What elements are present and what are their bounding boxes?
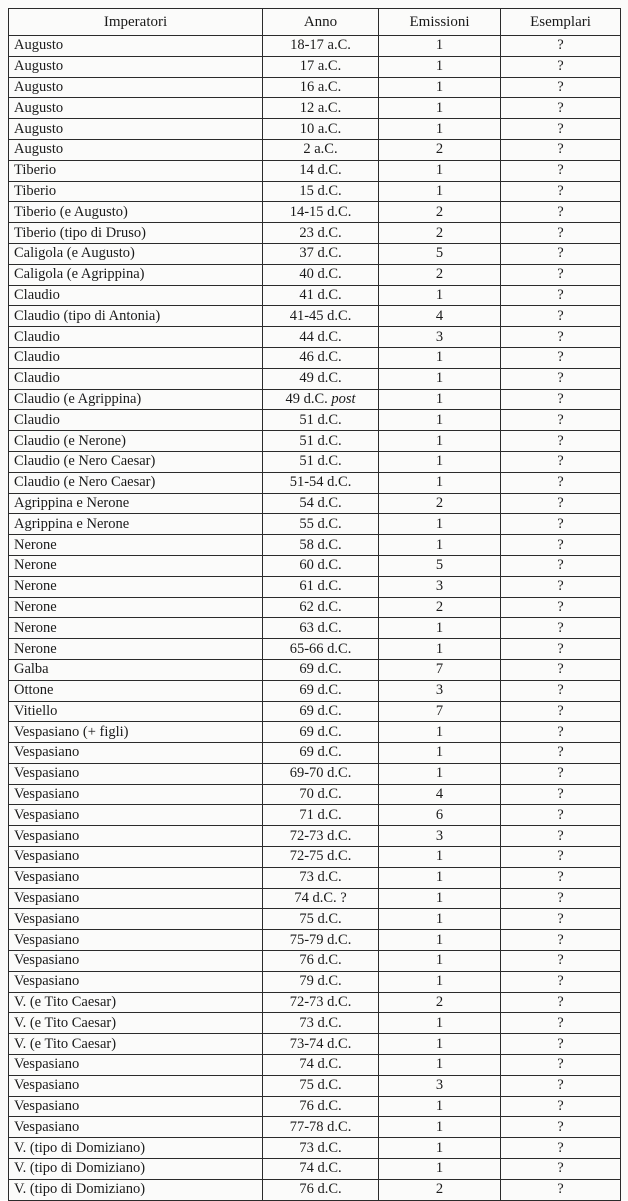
- table-row: [9, 597, 621, 618]
- cell-emissioni: 1: [379, 368, 501, 389]
- cell-esemplari: ?: [501, 680, 621, 701]
- table-row: [9, 160, 621, 181]
- cell-esemplari: ?: [501, 368, 621, 389]
- cell-esemplari: ?: [501, 992, 621, 1013]
- table-row: [9, 514, 621, 535]
- cell-esemplari: ?: [501, 784, 621, 805]
- cell-anno: 69 d.C.: [263, 701, 379, 722]
- table-row: [9, 368, 621, 389]
- cell-imperatore: Tiberio: [9, 181, 263, 202]
- cell-imperatore: Ottone: [9, 680, 263, 701]
- cell-imperatore: Vespasiano: [9, 826, 263, 847]
- cell-emissioni: 1: [379, 431, 501, 452]
- cell-esemplari: ?: [501, 597, 621, 618]
- cell-esemplari: ?: [501, 888, 621, 909]
- cell-esemplari: ?: [501, 1034, 621, 1055]
- cell-anno: 76 d.C.: [263, 1179, 379, 1200]
- cell-imperatore: Vespasiano (+ figli): [9, 722, 263, 743]
- cell-esemplari: ?: [501, 535, 621, 556]
- cell-imperatore: Vespasiano: [9, 867, 263, 888]
- cell-anno: 69 d.C.: [263, 680, 379, 701]
- cell-anno: 14 d.C.: [263, 160, 379, 181]
- cell-esemplari: ?: [501, 451, 621, 472]
- cell-imperatore: Claudio: [9, 347, 263, 368]
- cell-esemplari: ?: [501, 971, 621, 992]
- cell-imperatore: V. (tipo di Domiziano): [9, 1159, 263, 1180]
- cell-anno: 69-70 d.C.: [263, 763, 379, 784]
- cell-anno: 55 d.C.: [263, 514, 379, 535]
- cell-emissioni: 1: [379, 867, 501, 888]
- cell-anno: 23 d.C.: [263, 223, 379, 244]
- cell-anno: 73-74 d.C.: [263, 1034, 379, 1055]
- cell-anno: 74 d.C.: [263, 1055, 379, 1076]
- table-row: [9, 119, 621, 140]
- table-row: [9, 264, 621, 285]
- cell-esemplari: ?: [501, 1159, 621, 1180]
- cell-emissioni: 1: [379, 951, 501, 972]
- cell-emissioni: 2: [379, 139, 501, 160]
- cell-emissioni: 1: [379, 1034, 501, 1055]
- cell-anno: 40 d.C.: [263, 264, 379, 285]
- cell-esemplari: ?: [501, 327, 621, 348]
- cell-imperatore: V. (e Tito Caesar): [9, 992, 263, 1013]
- cell-anno: 41-45 d.C.: [263, 306, 379, 327]
- table-row: [9, 763, 621, 784]
- cell-emissioni: 1: [379, 1159, 501, 1180]
- table-row: [9, 202, 621, 223]
- cell-emissioni: 1: [379, 847, 501, 868]
- cell-esemplari: ?: [501, 514, 621, 535]
- table-row: [9, 722, 621, 743]
- cell-anno: 74 d.C.: [263, 1159, 379, 1180]
- cell-emissioni: 1: [379, 347, 501, 368]
- cell-imperatore: Vespasiano: [9, 888, 263, 909]
- cell-esemplari: ?: [501, 1117, 621, 1138]
- cell-anno: 69 d.C.: [263, 743, 379, 764]
- cell-esemplari: ?: [501, 826, 621, 847]
- cell-anno: 73 d.C.: [263, 867, 379, 888]
- cell-imperatore: Claudio (e Nero Caesar): [9, 451, 263, 472]
- table-row: [9, 1096, 621, 1117]
- cell-anno: 71 d.C.: [263, 805, 379, 826]
- cell-esemplari: ?: [501, 1013, 621, 1034]
- header-emissioni: Emissioni: [379, 9, 501, 36]
- header-imperatori: Imperatori: [9, 9, 263, 36]
- cell-esemplari: ?: [501, 639, 621, 660]
- table-row: [9, 472, 621, 493]
- cell-emissioni: 5: [379, 243, 501, 264]
- cell-imperatore: Vespasiano: [9, 743, 263, 764]
- cell-anno: 51 d.C.: [263, 410, 379, 431]
- table-row: [9, 680, 621, 701]
- table-row: [9, 701, 621, 722]
- cell-esemplari: ?: [501, 1096, 621, 1117]
- cell-anno: 61 d.C.: [263, 576, 379, 597]
- cell-esemplari: ?: [501, 1138, 621, 1159]
- cell-esemplari: ?: [501, 867, 621, 888]
- cell-emissioni: 2: [379, 264, 501, 285]
- cell-emissioni: 4: [379, 784, 501, 805]
- cell-anno: 75 d.C.: [263, 909, 379, 930]
- cell-emissioni: 1: [379, 77, 501, 98]
- table-row: [9, 659, 621, 680]
- cell-anno: 54 d.C.: [263, 493, 379, 514]
- cell-imperatore: Caligola (e Agrippina): [9, 264, 263, 285]
- cell-esemplari: ?: [501, 98, 621, 119]
- cell-imperatore: Claudio (e Agrippina): [9, 389, 263, 410]
- cell-emissioni: 2: [379, 597, 501, 618]
- cell-emissioni: 1: [379, 285, 501, 306]
- cell-esemplari: ?: [501, 1179, 621, 1200]
- cell-anno: 17 a.C.: [263, 56, 379, 77]
- cell-imperatore: V. (tipo di Domiziano): [9, 1179, 263, 1200]
- cell-anno: 2 a.C.: [263, 139, 379, 160]
- cell-emissioni: 7: [379, 659, 501, 680]
- table-row: [9, 285, 621, 306]
- cell-imperatore: Vespasiano: [9, 805, 263, 826]
- post-italic: post: [331, 390, 356, 407]
- cell-esemplari: ?: [501, 223, 621, 244]
- cell-emissioni: 7: [379, 701, 501, 722]
- cell-emissioni: 1: [379, 888, 501, 909]
- cell-esemplari: ?: [501, 285, 621, 306]
- cell-imperatore: Claudio: [9, 368, 263, 389]
- cell-emissioni: 1: [379, 1096, 501, 1117]
- cell-anno: 15 d.C.: [263, 181, 379, 202]
- table-row: [9, 1075, 621, 1096]
- cell-anno: 44 d.C.: [263, 327, 379, 348]
- header-anno: Anno: [263, 9, 379, 36]
- cell-imperatore: Nerone: [9, 618, 263, 639]
- cell-imperatore: Claudio (e Nerone): [9, 431, 263, 452]
- cell-imperatore: V. (e Tito Caesar): [9, 1034, 263, 1055]
- cell-esemplari: ?: [501, 909, 621, 930]
- cell-imperatore: Augusto: [9, 77, 263, 98]
- cell-anno: 16 a.C.: [263, 77, 379, 98]
- table-row: [9, 56, 621, 77]
- cell-emissioni: 2: [379, 1179, 501, 1200]
- cell-emissioni: 3: [379, 1075, 501, 1096]
- cell-emissioni: 1: [379, 722, 501, 743]
- cell-esemplari: ?: [501, 264, 621, 285]
- cell-esemplari: ?: [501, 701, 621, 722]
- cell-esemplari: ?: [501, 389, 621, 410]
- cell-emissioni: 3: [379, 826, 501, 847]
- table-row: [9, 618, 621, 639]
- cell-anno: 73 d.C.: [263, 1138, 379, 1159]
- cell-anno: 12 a.C.: [263, 98, 379, 119]
- header-esemplari: Esemplari: [501, 9, 621, 36]
- table-header: [9, 9, 621, 36]
- cell-anno: 49 d.C. post: [263, 389, 379, 410]
- cell-esemplari: ?: [501, 56, 621, 77]
- cell-esemplari: ?: [501, 555, 621, 576]
- emissions-table: [8, 8, 621, 1201]
- table-row: [9, 1055, 621, 1076]
- cell-imperatore: V. (e Tito Caesar): [9, 1013, 263, 1034]
- cell-anno: 74 d.C. ?: [263, 888, 379, 909]
- cell-imperatore: Galba: [9, 659, 263, 680]
- cell-anno: 65-66 d.C.: [263, 639, 379, 660]
- cell-emissioni: 1: [379, 451, 501, 472]
- cell-anno: 51 d.C.: [263, 431, 379, 452]
- cell-emissioni: 3: [379, 327, 501, 348]
- cell-anno: 69 d.C.: [263, 722, 379, 743]
- cell-imperatore: Nerone: [9, 639, 263, 660]
- cell-anno: 37 d.C.: [263, 243, 379, 264]
- cell-esemplari: ?: [501, 722, 621, 743]
- cell-emissioni: 1: [379, 389, 501, 410]
- cell-esemplari: ?: [501, 36, 621, 57]
- table-row: [9, 576, 621, 597]
- table-row: [9, 909, 621, 930]
- cell-imperatore: Tiberio: [9, 160, 263, 181]
- cell-imperatore: Vespasiano: [9, 951, 263, 972]
- cell-anno: 72-73 d.C.: [263, 826, 379, 847]
- table-row: [9, 98, 621, 119]
- cell-esemplari: ?: [501, 951, 621, 972]
- cell-esemplari: ?: [501, 1055, 621, 1076]
- cell-imperatore: Vespasiano: [9, 909, 263, 930]
- table-row: [9, 493, 621, 514]
- cell-esemplari: ?: [501, 160, 621, 181]
- cell-imperatore: Claudio: [9, 285, 263, 306]
- table-row: [9, 1034, 621, 1055]
- cell-imperatore: Augusto: [9, 98, 263, 119]
- cell-emissioni: 1: [379, 56, 501, 77]
- cell-anno: 69 d.C.: [263, 659, 379, 680]
- cell-emissioni: 1: [379, 743, 501, 764]
- cell-emissioni: 1: [379, 1117, 501, 1138]
- table-row: [9, 867, 621, 888]
- cell-imperatore: Vespasiano: [9, 1096, 263, 1117]
- cell-imperatore: Claudio: [9, 410, 263, 431]
- table-row: [9, 805, 621, 826]
- cell-esemplari: ?: [501, 576, 621, 597]
- table-row: [9, 181, 621, 202]
- table-row: [9, 243, 621, 264]
- cell-imperatore: Caligola (e Augusto): [9, 243, 263, 264]
- cell-esemplari: ?: [501, 472, 621, 493]
- table-row: [9, 410, 621, 431]
- cell-imperatore: Claudio: [9, 327, 263, 348]
- table-row: [9, 347, 621, 368]
- cell-anno: 75-79 d.C.: [263, 930, 379, 951]
- table-row: [9, 888, 621, 909]
- cell-imperatore: Vespasiano: [9, 1055, 263, 1076]
- cell-esemplari: ?: [501, 847, 621, 868]
- cell-emissioni: 1: [379, 971, 501, 992]
- cell-imperatore: Augusto: [9, 119, 263, 140]
- table-row: [9, 389, 621, 410]
- cell-esemplari: ?: [501, 347, 621, 368]
- cell-imperatore: Vespasiano: [9, 1075, 263, 1096]
- cell-anno: 73 d.C.: [263, 1013, 379, 1034]
- table-row: [9, 847, 621, 868]
- cell-anno: 75 d.C.: [263, 1075, 379, 1096]
- cell-anno: 10 a.C.: [263, 119, 379, 140]
- table-row: [9, 1013, 621, 1034]
- cell-anno: 46 d.C.: [263, 347, 379, 368]
- cell-emissioni: 1: [379, 98, 501, 119]
- table-row: [9, 223, 621, 244]
- table-row: [9, 826, 621, 847]
- cell-emissioni: 1: [379, 160, 501, 181]
- cell-anno: 18-17 a.C.: [263, 36, 379, 57]
- cell-emissioni: 2: [379, 992, 501, 1013]
- cell-emissioni: 1: [379, 1138, 501, 1159]
- cell-imperatore: Augusto: [9, 36, 263, 57]
- cell-emissioni: 1: [379, 514, 501, 535]
- cell-esemplari: ?: [501, 410, 621, 431]
- table-row: [9, 139, 621, 160]
- cell-emissioni: 1: [379, 1055, 501, 1076]
- cell-esemplari: ?: [501, 618, 621, 639]
- cell-imperatore: Tiberio (e Augusto): [9, 202, 263, 223]
- cell-imperatore: Nerone: [9, 576, 263, 597]
- cell-anno: 72-73 d.C.: [263, 992, 379, 1013]
- cell-anno: 60 d.C.: [263, 555, 379, 576]
- cell-imperatore: Vespasiano: [9, 847, 263, 868]
- cell-emissioni: 6: [379, 805, 501, 826]
- cell-emissioni: 2: [379, 202, 501, 223]
- cell-anno: 14-15 d.C.: [263, 202, 379, 223]
- cell-anno: 49 d.C.: [263, 368, 379, 389]
- cell-anno: 41 d.C.: [263, 285, 379, 306]
- cell-emissioni: 1: [379, 36, 501, 57]
- table-row: [9, 451, 621, 472]
- cell-imperatore: Nerone: [9, 535, 263, 556]
- cell-emissioni: 1: [379, 535, 501, 556]
- table-row: [9, 306, 621, 327]
- cell-esemplari: ?: [501, 181, 621, 202]
- cell-imperatore: Nerone: [9, 555, 263, 576]
- cell-anno: 79 d.C.: [263, 971, 379, 992]
- cell-imperatore: Vitiello: [9, 701, 263, 722]
- cell-esemplari: ?: [501, 139, 621, 160]
- cell-emissioni: 1: [379, 119, 501, 140]
- cell-esemplari: ?: [501, 306, 621, 327]
- cell-anno: 58 d.C.: [263, 535, 379, 556]
- cell-imperatore: Claudio (tipo di Antonia): [9, 306, 263, 327]
- cell-anno: 63 d.C.: [263, 618, 379, 639]
- table-row: [9, 77, 621, 98]
- cell-emissioni: 1: [379, 472, 501, 493]
- cell-emissioni: 1: [379, 618, 501, 639]
- cell-emissioni: 1: [379, 909, 501, 930]
- cell-emissioni: 3: [379, 576, 501, 597]
- cell-imperatore: Vespasiano: [9, 763, 263, 784]
- table-row: [9, 1179, 621, 1200]
- table-row: [9, 992, 621, 1013]
- cell-emissioni: 1: [379, 1013, 501, 1034]
- cell-anno: 51 d.C.: [263, 451, 379, 472]
- cell-emissioni: 1: [379, 763, 501, 784]
- cell-imperatore: Nerone: [9, 597, 263, 618]
- cell-esemplari: ?: [501, 659, 621, 680]
- cell-imperatore: Claudio (e Nero Caesar): [9, 472, 263, 493]
- cell-imperatore: V. (tipo di Domiziano): [9, 1138, 263, 1159]
- cell-esemplari: ?: [501, 1075, 621, 1096]
- table-row: [9, 1159, 621, 1180]
- header-row: [9, 9, 621, 36]
- cell-esemplari: ?: [501, 763, 621, 784]
- cell-anno: 76 d.C.: [263, 1096, 379, 1117]
- cell-anno: 51-54 d.C.: [263, 472, 379, 493]
- cell-emissioni: 1: [379, 930, 501, 951]
- cell-esemplari: ?: [501, 743, 621, 764]
- table-row: [9, 951, 621, 972]
- cell-emissioni: 3: [379, 680, 501, 701]
- cell-emissioni: 2: [379, 493, 501, 514]
- cell-emissioni: 1: [379, 181, 501, 202]
- table-row: [9, 743, 621, 764]
- table-row: [9, 784, 621, 805]
- table-row: [9, 555, 621, 576]
- cell-esemplari: ?: [501, 77, 621, 98]
- cell-esemplari: ?: [501, 493, 621, 514]
- cell-esemplari: ?: [501, 431, 621, 452]
- cell-imperatore: Agrippina e Nerone: [9, 493, 263, 514]
- cell-imperatore: Augusto: [9, 56, 263, 77]
- cell-imperatore: Augusto: [9, 139, 263, 160]
- cell-anno: 76 d.C.: [263, 951, 379, 972]
- cell-imperatore: Agrippina e Nerone: [9, 514, 263, 535]
- cell-emissioni: 1: [379, 639, 501, 660]
- cell-anno: 62 d.C.: [263, 597, 379, 618]
- cell-imperatore: Vespasiano: [9, 1117, 263, 1138]
- cell-esemplari: ?: [501, 119, 621, 140]
- table-row: [9, 327, 621, 348]
- table-row: [9, 639, 621, 660]
- table-row: [9, 431, 621, 452]
- table-row: [9, 930, 621, 951]
- cell-esemplari: ?: [501, 930, 621, 951]
- cell-emissioni: 2: [379, 223, 501, 244]
- table-row: [9, 1117, 621, 1138]
- cell-anno: 77-78 d.C.: [263, 1117, 379, 1138]
- cell-anno: 70 d.C.: [263, 784, 379, 805]
- table-row: [9, 1138, 621, 1159]
- cell-imperatore: Tiberio (tipo di Druso): [9, 223, 263, 244]
- table-body: [9, 36, 621, 1201]
- cell-esemplari: ?: [501, 202, 621, 223]
- cell-imperatore: Vespasiano: [9, 971, 263, 992]
- table-row: [9, 36, 621, 57]
- cell-imperatore: Vespasiano: [9, 930, 263, 951]
- cell-anno: 72-75 d.C.: [263, 847, 379, 868]
- table-row: [9, 971, 621, 992]
- cell-emissioni: 5: [379, 555, 501, 576]
- cell-esemplari: ?: [501, 805, 621, 826]
- cell-emissioni: 4: [379, 306, 501, 327]
- cell-imperatore: Vespasiano: [9, 784, 263, 805]
- cell-emissioni: 1: [379, 410, 501, 431]
- cell-esemplari: ?: [501, 243, 621, 264]
- table-row: [9, 535, 621, 556]
